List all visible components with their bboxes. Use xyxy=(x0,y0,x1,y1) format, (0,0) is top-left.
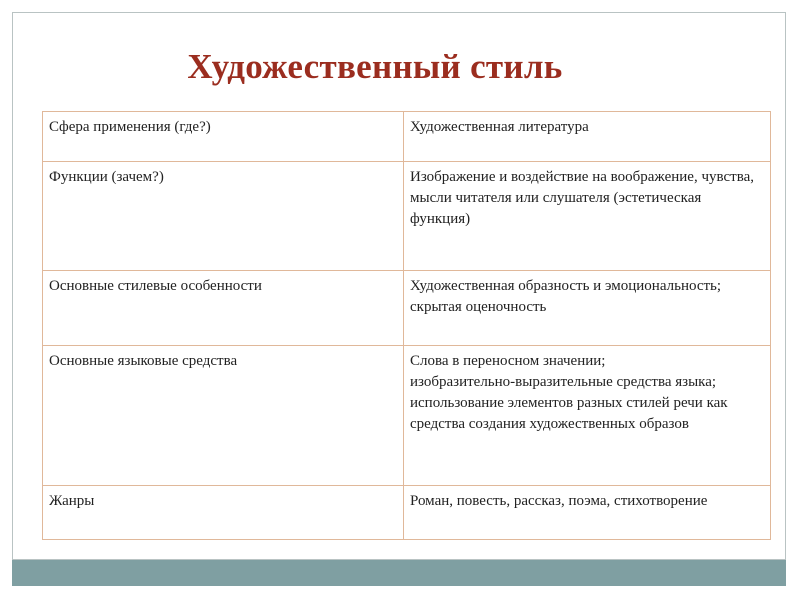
row-value-genres: Роман, повесть, рассказ, поэма, стихотворение xyxy=(404,486,771,540)
table-row xyxy=(43,112,771,162)
table-row xyxy=(43,162,771,271)
row-value-sphere: Художественная литература xyxy=(404,112,771,162)
row-label-functions: Функции (зачем?) xyxy=(43,162,404,271)
style-info-table xyxy=(42,111,771,540)
table-row xyxy=(43,346,771,486)
row-label-language-means: Основные языковые средства xyxy=(43,346,404,486)
row-value-functions: Изображение и воздействие на воображение, чувства, мысли читателя или слушателя (эстетическая функция) xyxy=(404,162,771,271)
slide-bottom-bar xyxy=(12,560,786,586)
row-value-language-means: Слова в переносном значении; изобразительно-выразительные средства языка; использование элементов разных стилей речи как средства создания художественных образов xyxy=(404,346,771,486)
slide-title: Художественный стиль xyxy=(187,47,563,86)
row-label-genres: Жанры xyxy=(43,486,404,540)
row-label-sphere: Сфера применения (где?) xyxy=(43,112,404,162)
table-row xyxy=(43,271,771,346)
table-row xyxy=(43,486,771,540)
row-label-features: Основные стилевые особенности xyxy=(43,271,404,346)
row-value-features: Художественная образность и эмоциональность; скрытая оценочность xyxy=(404,271,771,346)
